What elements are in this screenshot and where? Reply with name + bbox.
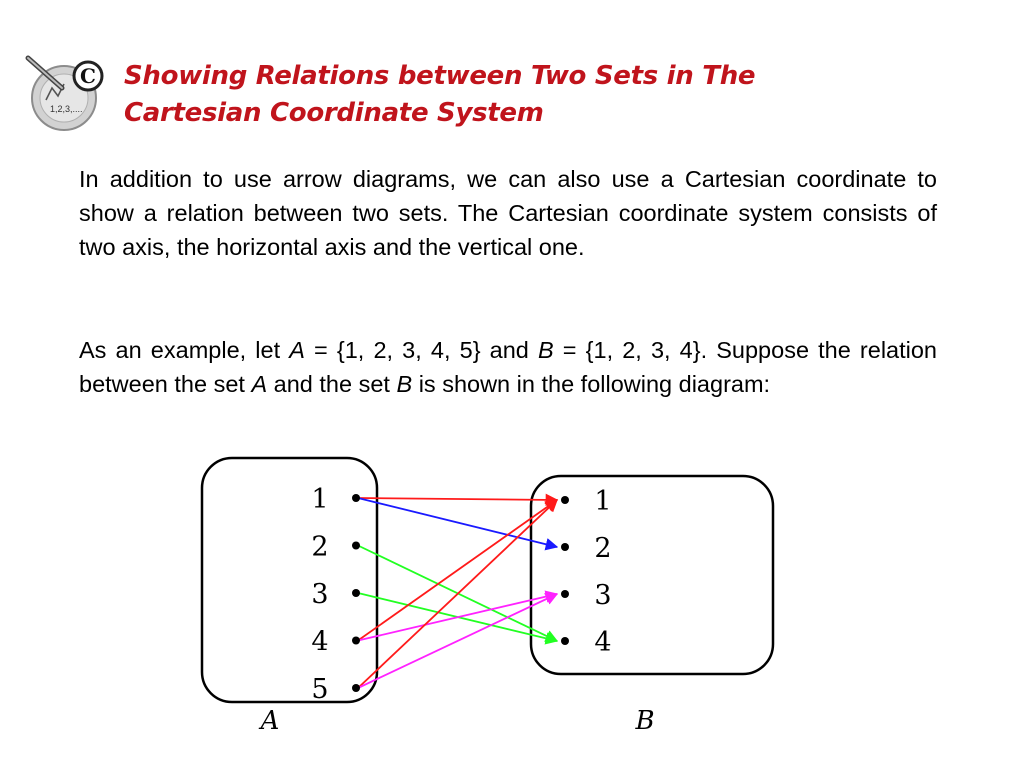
set-b-element-dot	[561, 590, 569, 598]
set-a-element-label: 4	[311, 626, 329, 658]
relation-arrow	[358, 498, 557, 500]
relation-arrow	[358, 500, 557, 641]
set-a-element-dot	[352, 542, 360, 550]
logo-icon	[22, 50, 108, 132]
set-a-symbol-2: A	[251, 371, 268, 397]
relation-arrow	[358, 594, 557, 688]
set-b-symbol: B	[538, 337, 554, 363]
logo-letter: C	[80, 64, 96, 88]
example-text-2: = {1, 2, 3, 4, 5} and	[304, 337, 538, 363]
set-a-label: A	[260, 706, 280, 736]
set-b-symbol-2: B	[396, 371, 413, 397]
set-a-elements	[311, 484, 360, 705]
set-a-symbol: A	[289, 337, 305, 363]
title-line-2: Cartesian Coordinate System	[124, 98, 544, 128]
set-a-element-label: 3	[311, 579, 329, 610]
page-title	[124, 58, 884, 132]
set-b-element-label: 2	[594, 533, 612, 564]
logo-caption: 1,2,3,....	[50, 104, 83, 114]
example-text-1: As an example, let	[79, 337, 290, 363]
arrow-diagram	[190, 450, 790, 750]
example-text-5: is shown in the following diagram:	[412, 371, 771, 397]
title-line-1: Showing Relations between Two Sets in The	[124, 61, 756, 91]
set-b-element-label: 3	[594, 580, 612, 611]
relation-arrow	[358, 500, 557, 688]
set-b-elements	[561, 486, 612, 658]
set-b-box	[531, 476, 773, 674]
example-text-3: = {1, 2, 3, 4}. Suppose the relation between the set	[79, 337, 937, 397]
relation-arrows	[358, 498, 557, 688]
relation-arrow	[358, 498, 557, 547]
set-a-element-label: 2	[311, 531, 329, 563]
set-b-element-label: 4	[594, 627, 612, 658]
set-a-element-dot	[352, 494, 360, 502]
set-b-label: B	[635, 706, 655, 736]
example-text-4: and the set	[267, 371, 397, 397]
set-b-element-label: 1	[594, 486, 612, 517]
set-b-element-dot	[561, 496, 569, 504]
set-a-element-dot	[352, 589, 360, 597]
set-a-element-label: 5	[311, 674, 329, 705]
set-a-box	[202, 458, 377, 702]
set-b-element-dot	[561, 543, 569, 551]
set-b-element-dot	[561, 637, 569, 645]
set-a-element-label: 1	[311, 484, 329, 515]
intro-paragraph: In addition to use arrow diagrams, we can also use a Cartesian coordinate to show a relation between two sets. The Cartesian coordinate system consists of two axis, the horizontal axis and the vertical one.	[79, 166, 937, 260]
set-a-element-dot	[352, 637, 360, 645]
set-a-element-dot	[352, 684, 360, 692]
example-paragraph	[79, 333, 937, 401]
